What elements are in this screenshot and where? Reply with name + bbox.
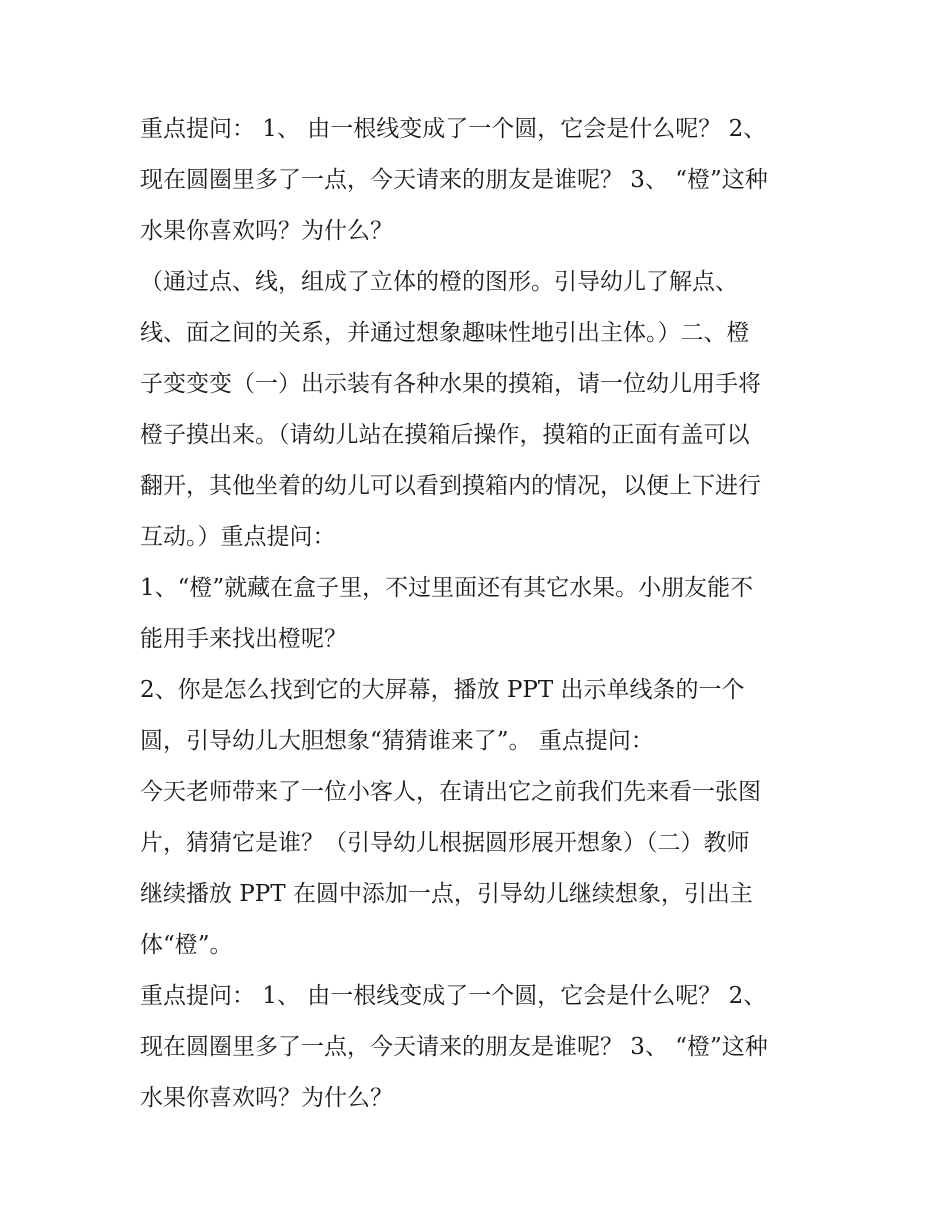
text-line: （通过点、线，组成了立体的橙的图形。引导幼儿了解点、 [140,269,738,295]
text-line: 水果你喜欢吗？为什么？ [140,218,393,244]
text-line: 现在圆圈里多了一点，今天请来的朋友是谁呢？ 3、 “橙”这种 [140,1034,768,1060]
text-line: 重点提问： 1、 由一根线变成了一个圆，它会是什么呢？ 2、 [140,983,767,1009]
text-line: 能用手来找出橙呢？ [140,626,347,652]
text-line: 重点提问： 1、 由一根线变成了一个圆，它会是什么呢？ 2、 [140,116,767,142]
text-line: 翻开，其他坐着的幼儿可以看到摸箱内的情况，以便上下进行 [140,473,761,499]
text-line: 片，猜猜它是谁？（引导幼儿根据圆形展开想象）（二）教师 [140,830,750,856]
text-line: 线、面之间的关系，并通过想象趣味性地引出主体。）二、橙 [140,320,750,346]
text-line: 继续播放 PPT 在圆中添加一点，引导幼儿继续想象，引出主 [140,881,753,907]
text-line: 子变变变（一）出示装有各种水果的摸箱，请一位幼儿用手将 [140,371,761,397]
text-line: 水果你喜欢吗？为什么？ [140,1085,393,1111]
text-line: 体“橙”。 [140,932,233,958]
text-line: 今天老师带来了一位小客人，在请出它之前我们先来看一张图 [140,779,761,805]
text-line: 1、“橙”就藏在盒子里，不过里面还有其它水果。小朋友能不 [140,575,754,601]
text-line: 圆，引导幼儿大胆想象“猜猜谁来了”。 重点提问： [140,728,654,754]
text-line: 2、你是怎么找到它的大屏幕，播放 PPT 出示单线条的一个 [140,677,745,703]
text-line: 橙子摸出来。（请幼儿站在摸箱后操作，摸箱的正面有盖可以 [140,422,750,448]
text-line: 现在圆圈里多了一点，今天请来的朋友是谁呢？ 3、 “橙”这种 [140,167,768,193]
text-line: 互动。）重点提问： [140,524,336,550]
document-body [140,104,820,1124]
